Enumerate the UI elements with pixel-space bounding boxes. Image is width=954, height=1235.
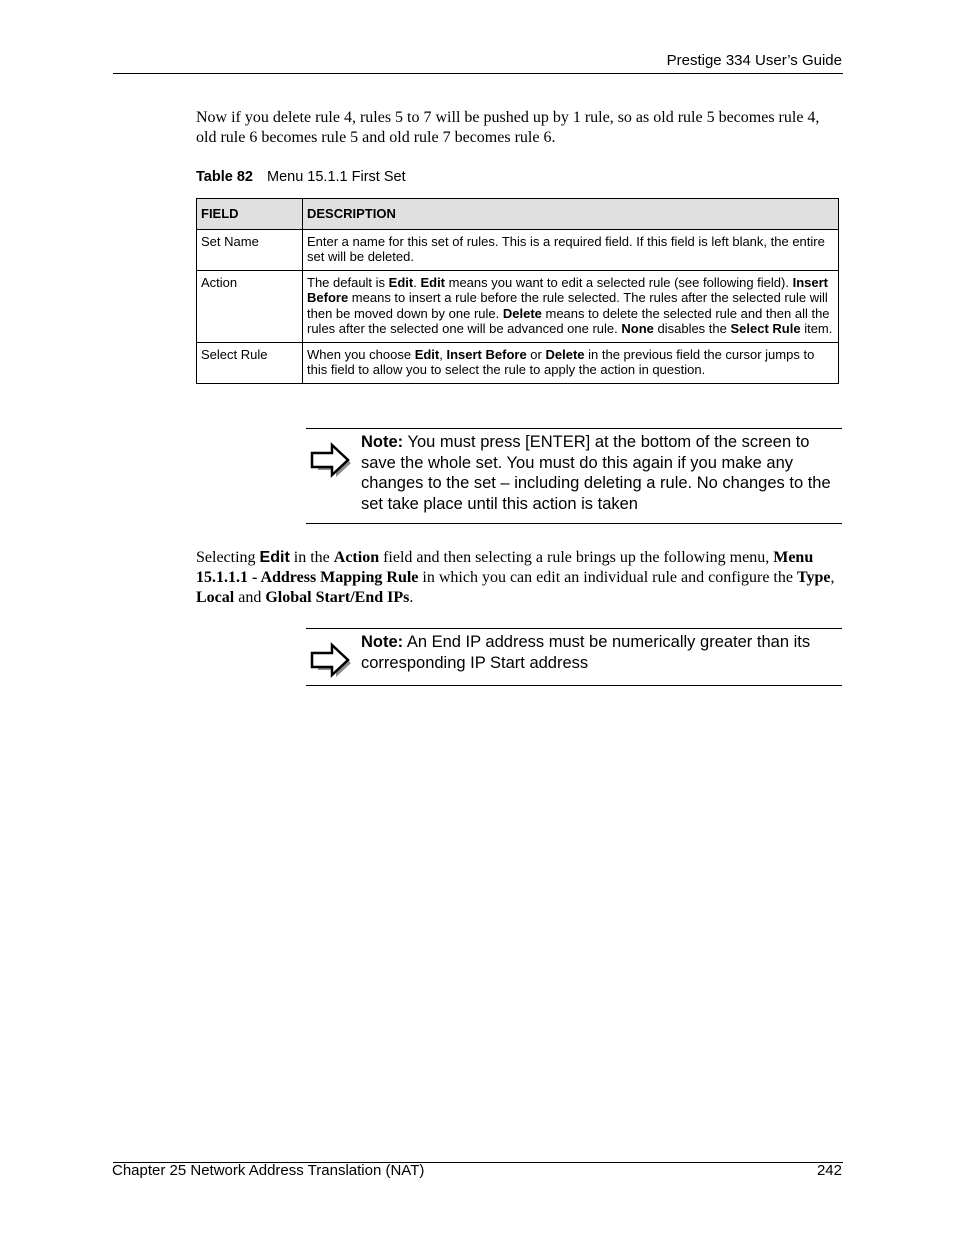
- note-body: You must press [ENTER] at the bottom of the screen to save the whole set. You must do this again if you make any changes to the set – including deleting a rule. No changes to the set take place until this action is taken: [361, 433, 831, 513]
- edit-paragraph: Selecting Edit in the Action field and then selecting a rule brings up the following menu, Menu 15.1.1.1 - Address Mapping Rule in which you can edit an individual rule and configure the Type, Local and Global Start/End IPs.: [196, 549, 835, 606]
- description-cell: The default is Edit. Edit means you want to edit a selected rule (see following field). Insert Before means to insert a rule before the rule selected. The rules after the selected rule will then be moved down by one rule. Delete means to delete the selected rule and then all the rules after the selected one will be advanced one rule. None disables the Select Rule item.: [303, 270, 839, 342]
- field-cell: Action: [197, 270, 303, 342]
- note-text: [361, 432, 834, 514]
- note-box-end-ip: [306, 628, 842, 686]
- table-caption-title: Menu 15.1.1 First Set: [266, 169, 406, 185]
- footer-page-number: 242: [816, 1162, 842, 1179]
- field-cell: Set Name: [197, 229, 303, 270]
- column-header-description: DESCRIPTION: [303, 199, 839, 230]
- note-label: Note:: [361, 433, 404, 451]
- column-header-field: FIELD: [197, 199, 303, 230]
- arrow-right-icon: [308, 639, 354, 681]
- note-body: An End IP address must be numerically greater than its corresponding IP Start address: [361, 633, 811, 672]
- note-box-enter: [306, 428, 842, 524]
- note-text: [361, 632, 834, 673]
- table-caption: [196, 169, 406, 185]
- footer-chapter-title: Chapter 25 Network Address Translation (NAT): [112, 1162, 425, 1179]
- header-divider: [113, 73, 843, 74]
- field-description-table: [196, 198, 839, 384]
- field-cell: Select Rule: [197, 342, 303, 383]
- table-header-row: [197, 199, 839, 230]
- note-label: Note:: [361, 633, 404, 651]
- table-row: [197, 342, 839, 383]
- intro-paragraph: Now if you delete rule 4, rules 5 to 7 will be pushed up by 1 rule, so as old rule 5 becomes rule 4, old rule 6 becomes rule 5 and old rule 7 becomes rule 6.: [196, 109, 820, 146]
- table-row: [197, 229, 839, 270]
- description-cell: When you choose Edit, Insert Before or Delete in the previous field the cursor jumps to this field to allow you to select the rule to apply the action in question.: [303, 342, 839, 383]
- page-header-title: Prestige 334 User’s Guide: [666, 52, 842, 69]
- table-caption-number: Table 82: [196, 169, 253, 185]
- arrow-right-icon: [308, 439, 354, 481]
- description-cell: Enter a name for this set of rules. This is a required field. If this field is left blank, the entire set will be deleted.: [303, 229, 839, 270]
- table-row: [197, 270, 839, 342]
